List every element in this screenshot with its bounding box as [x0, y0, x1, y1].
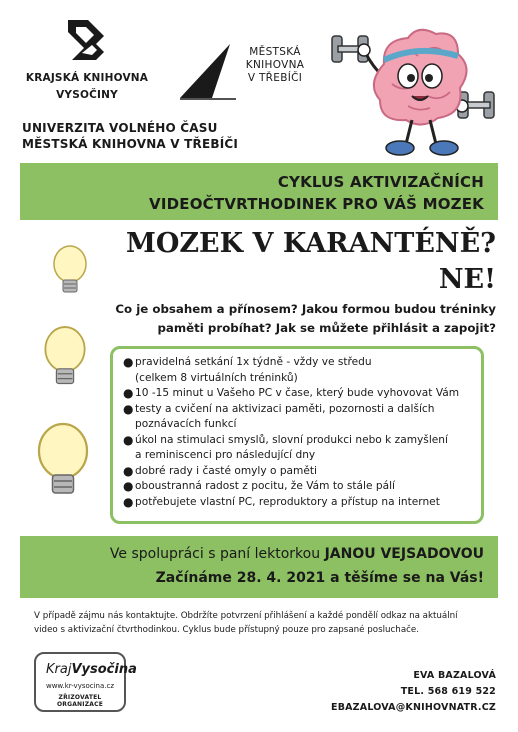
contact-name: EVA BAZALOVÁ [413, 670, 496, 681]
lector-name: JANOU VEJSADOVOU [324, 546, 484, 562]
bullet-text: poznávacích funkcí [135, 418, 237, 430]
questions-text [96, 300, 496, 338]
kraj-vysocina-badge [34, 652, 137, 712]
questions-line: paměti probíhat? Jak se můžete přihlásit a zapojit? [157, 321, 496, 335]
program-bullets-box [110, 346, 484, 524]
bullet-text: potřebujete vlastní PC, reproduktory a přístup na internet [135, 495, 440, 508]
kraj-brand-light: Kraj [46, 662, 72, 677]
organizer-block [22, 120, 238, 152]
series-title-line: CYKLUS AKTIVIZAČNÍCH [277, 173, 484, 191]
bullet-item [123, 495, 473, 511]
lector-line [110, 546, 484, 562]
krajska-knihovna-logo-text [20, 70, 154, 104]
lightbulb-icon [38, 322, 92, 396]
bullet-text: testy a cvičení na aktivizaci paměti, pozornosti a dalších [135, 402, 435, 415]
bullet-dot-icon: ● [123, 479, 134, 493]
series-title-line: VIDEOČTVRTHODINEK PRO VÁŠ MOZEK [149, 195, 484, 213]
bullet-text: pravidelná setkání 1x týdně - vždy ve středu [135, 356, 372, 368]
lightbulb-icon [48, 242, 92, 302]
bullet-item [123, 464, 473, 480]
bullet-text: (celkem 8 virtuálních tréninků) [135, 371, 298, 384]
bullet-text: 10 -15 minut u Vašeho PC v čase, který bude vyhovovat Vám [135, 387, 460, 399]
bullet-text: oboustranná radost z pocitu, že Vám to stále pálí [135, 480, 395, 492]
bullet-dot-icon: ● [123, 386, 134, 400]
mk-logo-line: V TŘEBÍČI [247, 72, 303, 84]
lector-lead: Ve spolupráci s paní lektorkou [109, 546, 325, 562]
contact-phone: TEL. 568 619 522 [400, 686, 496, 697]
kraj-url: www.kr-vysocina.cz [45, 682, 115, 690]
kraj-logo-line: VYSOČINY [56, 89, 118, 101]
bullet-text: a reminiscenci pro následující dny [135, 449, 316, 461]
contact-email: EBAZALOVA@KNIHOVNATR.CZ [331, 702, 496, 713]
kraj-brand-bold: Vysočina [71, 662, 137, 677]
organizer-line: MĚSTSKÁ KNIHOVNA V TŘEBÍČI [22, 137, 239, 151]
questions-line: Co je obsahem a přínosem? Jakou formou budou tréninky [115, 302, 496, 316]
contact-note-line: video s aktivizační čtvrthodinkou. Cyklus bude přístupný pouze pro zapsané posluchače. [34, 625, 420, 635]
series-title [149, 171, 484, 215]
bullet-dot-icon: ● [123, 463, 134, 478]
start-date-line: Začínáme 28. 4. 2021 a těšíme se na Vás! [155, 570, 484, 586]
series-title-band [20, 163, 498, 220]
mestska-knihovna-logo-text [234, 46, 316, 85]
headline-line: MOZEK V KARANTÉNĚ? [125, 228, 496, 259]
mestska-knihovna-logo-icon [178, 42, 236, 100]
brain-mascot-illustration [318, 14, 508, 166]
bullet-item [123, 479, 473, 495]
bullet-dot-icon: ● [123, 494, 134, 509]
bullet-text: úkol na stimulaci smyslů, slovní produkci nebo k zamyšlení [135, 433, 448, 446]
contact-signature [331, 668, 496, 716]
kraj-vysocina-logo [46, 662, 137, 677]
bullet-dot-icon: ● [123, 401, 134, 416]
bullet-dot-icon: ● [123, 355, 134, 369]
contact-note-line: V případě zájmu nás kontaktujte. Obdržíte potvrzení přihlášení a každé pondělí odkaz na aktuální [34, 611, 458, 621]
headline [126, 226, 496, 298]
mk-logo-line: KNIHOVNA [245, 59, 305, 71]
bullet-item [123, 386, 473, 402]
headline-line: NE! [438, 264, 496, 295]
mk-logo-line: MĚSTSKÁ [249, 46, 301, 58]
bullet-item [123, 433, 473, 464]
lector-start-band [20, 536, 498, 598]
bullet-text: dobré rady i časté omyly o paměti [135, 464, 317, 477]
kraj-role: ZŘIZOVATEL ORGANIZACE [56, 694, 104, 708]
kraj-logo-line: KRAJSKÁ KNIHOVNA [25, 72, 149, 84]
krajska-knihovna-logo-icon [66, 18, 106, 62]
organizer-line: UNIVERZITA VOLNÉHO ČASU [22, 121, 218, 135]
bullet-item [123, 402, 473, 433]
lightbulb-icon [30, 418, 96, 508]
bullet-dot-icon: ● [123, 432, 134, 447]
contact-note [34, 609, 484, 637]
bullet-item [123, 355, 473, 386]
